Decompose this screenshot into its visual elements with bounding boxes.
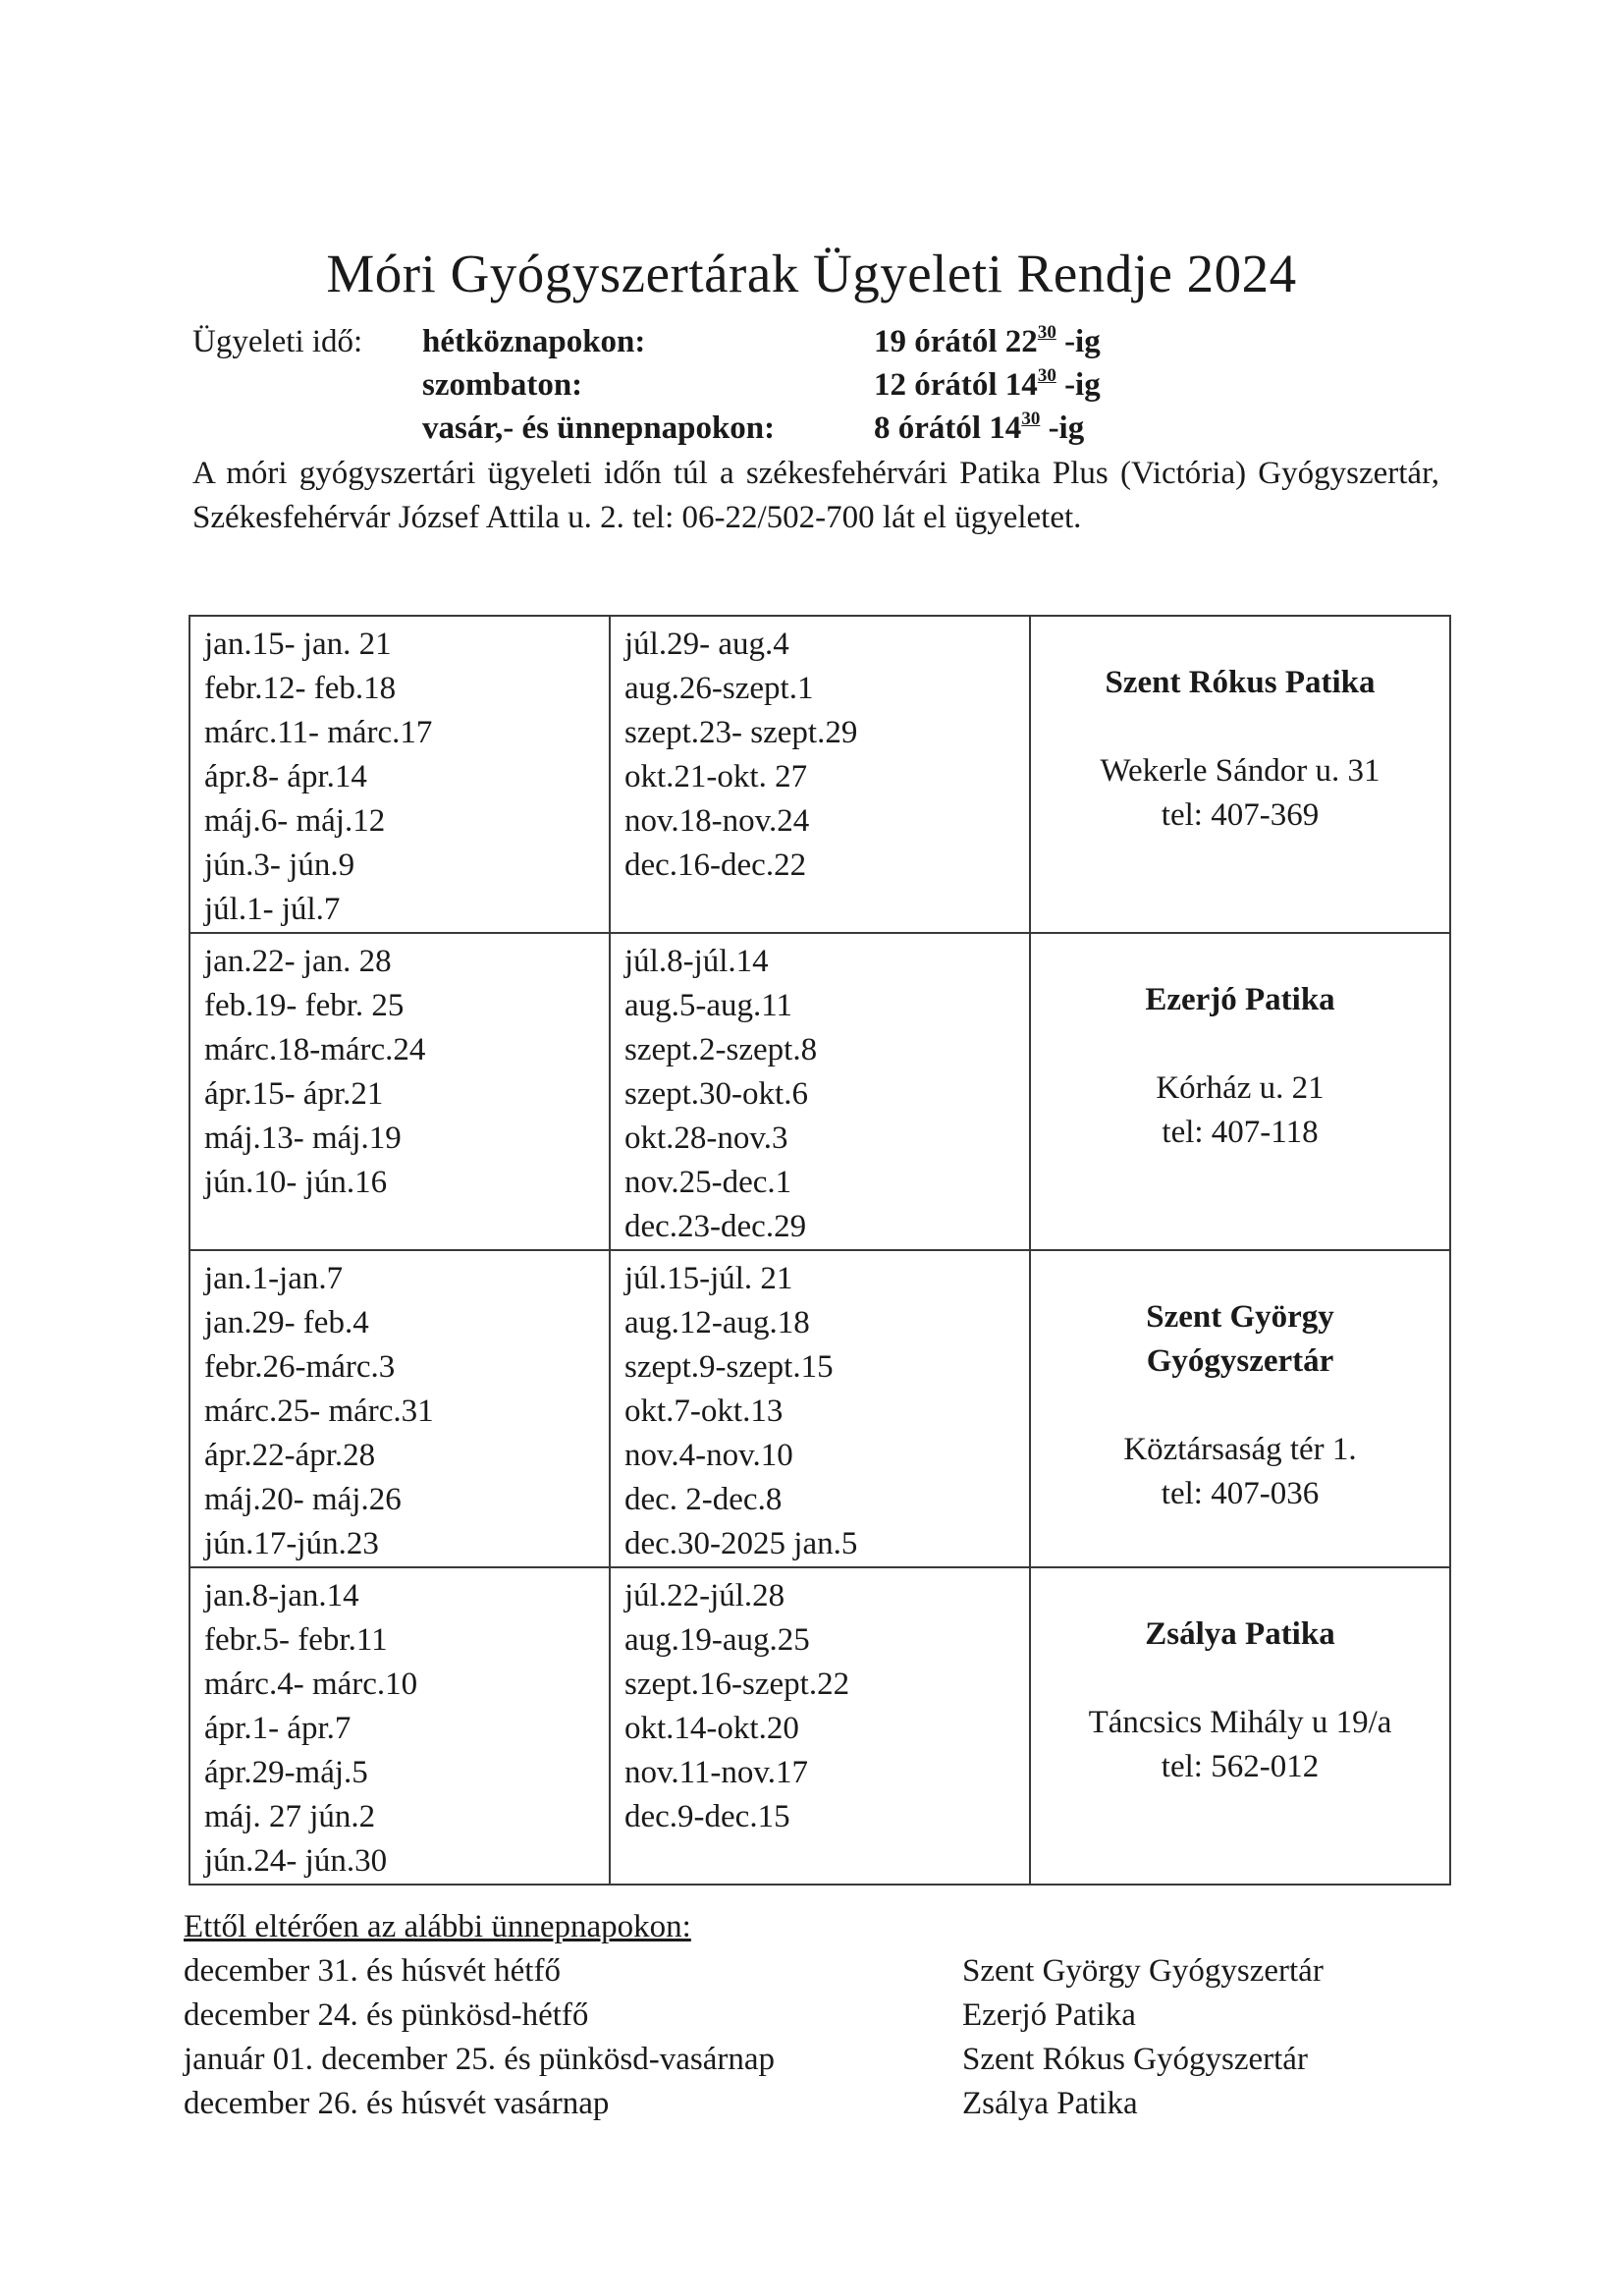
- date-range: nov.11-nov.17: [624, 1755, 808, 1790]
- date-range: júl.29- aug.4: [624, 627, 789, 662]
- holiday-row: [0, 1994, 1623, 2038]
- dates-first-half: [189, 616, 610, 933]
- dates-first-half: [189, 933, 610, 1250]
- duty-hours-label: Ügyeleti idő:: [192, 324, 363, 359]
- holiday-date: december 24. és pünkösd-hétfő: [184, 1997, 589, 2033]
- date-range: júl.1- júl.7: [204, 892, 341, 927]
- date-range: jún.3- jún.9: [204, 847, 355, 883]
- dates-first-half: [189, 1567, 610, 1885]
- date-range: jan.29- feb.4: [204, 1305, 369, 1340]
- date-range: nov.4-nov.10: [624, 1438, 793, 1473]
- pharmacy-info: [1030, 616, 1450, 933]
- pharmacy-name: Gyógyszertár: [1146, 1343, 1334, 1379]
- date-range: jún.24- jún.30: [204, 1843, 388, 1879]
- date-range: dec.16-dec.22: [624, 847, 807, 883]
- schedule-row: [189, 1567, 1450, 1885]
- date-range: dec.30-2025 jan.5: [624, 1526, 858, 1561]
- date-range: márc.18-márc.24: [204, 1032, 426, 1067]
- pharmacy-address: Wekerle Sándor u. 31: [1100, 753, 1380, 789]
- holiday-date: december 31. és húsvét hétfő: [184, 1953, 561, 1989]
- date-range: márc.11- márc.17: [204, 715, 433, 750]
- after-hours-info: A móri gyógyszertári ügyeleti időn túl a székesfehérvári Patika Plus (Victória) Gyógyszertár, Székesfehérvár József Attila u. 2. tel: 06-22/502-700 lát el ügyeletet.: [192, 456, 1439, 535]
- date-range: okt.21-okt. 27: [624, 759, 808, 794]
- pharmacy-info: [1030, 1250, 1450, 1567]
- date-range: dec.9-dec.15: [624, 1799, 790, 1834]
- pharmacy-name: Szent Rókus Patika: [1105, 665, 1376, 700]
- duty-hours-time: 19 órától $22^{30}$ -ig: [874, 322, 1101, 359]
- holiday-heading: Ettől eltérően az alábbi ünnepnapokon:: [184, 1909, 691, 1944]
- date-range: szept.30-okt.6: [624, 1076, 808, 1112]
- date-range: jan.1-jan.7: [204, 1261, 344, 1296]
- holiday-pharmacy: Szent Rókus Gyógyszertár: [962, 2042, 1308, 2077]
- date-range: máj.13- máj.19: [204, 1121, 402, 1156]
- pharmacy-phone: tel: 562-012: [1161, 1749, 1320, 1784]
- date-range: szept.2-szept.8: [624, 1032, 818, 1067]
- document-title: Móri Gyógyszertárak Ügyeleti Rendje 2024: [326, 243, 1297, 303]
- date-range: ápr.29-máj.5: [204, 1755, 368, 1790]
- date-range: nov.25-dec.1: [624, 1165, 792, 1200]
- date-range: máj.6- máj.12: [204, 803, 386, 839]
- date-range: aug.12-aug.18: [624, 1305, 810, 1340]
- date-range: dec. 2-dec.8: [624, 1482, 783, 1517]
- date-range: márc.4- márc.10: [204, 1667, 418, 1702]
- pharmacy-phone: tel: 407-118: [1162, 1115, 1319, 1150]
- date-range: dec.23-dec.29: [624, 1209, 807, 1244]
- date-range: márc.25- márc.31: [204, 1394, 434, 1429]
- date-range: jan.22- jan. 28: [204, 944, 392, 979]
- holiday-pharmacy: Szent György Gyógyszertár: [962, 1953, 1324, 1989]
- duty-hours-day: hétköznapokon:: [422, 324, 646, 359]
- date-range: aug.19-aug.25: [624, 1622, 810, 1658]
- schedule-row: [189, 933, 1450, 1250]
- date-range: aug.5-aug.11: [624, 988, 793, 1023]
- date-range: okt.14-okt.20: [624, 1711, 799, 1746]
- date-range: febr.12- feb.18: [204, 671, 397, 706]
- pharmacy-phone: tel: 407-036: [1161, 1476, 1320, 1511]
- schedule-table: [189, 615, 1451, 1886]
- holiday-row: [0, 1949, 1623, 1994]
- duty-hours-time: 8 órától $14^{30}$ -ig: [874, 409, 1085, 446]
- date-range: jún.10- jún.16: [204, 1165, 388, 1200]
- date-range: aug.26-szept.1: [624, 671, 814, 706]
- date-range: ápr.15- ápr.21: [204, 1076, 384, 1112]
- date-range: febr.5- febr.11: [204, 1622, 388, 1658]
- holiday-row: [0, 2038, 1623, 2082]
- date-range: febr.26-márc.3: [204, 1349, 396, 1385]
- date-range: jan.8-jan.14: [204, 1578, 359, 1613]
- dates-second-half: [610, 933, 1030, 1250]
- pharmacy-name: Ezerjó Patika: [1145, 982, 1335, 1017]
- duty-hours-day: vasár,- és ünnepnapokon:: [422, 410, 776, 446]
- holiday-date: december 26. és húsvét vasárnap: [184, 2086, 610, 2121]
- schedule-row: [189, 1250, 1450, 1567]
- duty-hours-time: 12 órától $14^{30}$ -ig: [874, 365, 1101, 403]
- holiday-pharmacy: Ezerjó Patika: [962, 1997, 1136, 2033]
- date-range: ápr.8- ápr.14: [204, 759, 367, 794]
- dates-second-half: [610, 1567, 1030, 1885]
- date-range: okt.28-nov.3: [624, 1121, 788, 1156]
- holiday-date: január 01. december 25. és pünkösd-vasárnap: [184, 2042, 776, 2077]
- duty-hours-day: szombaton:: [422, 367, 583, 403]
- pharmacy-address: Táncsics Mihály u 19/a: [1088, 1705, 1392, 1740]
- date-range: júl.22-júl.28: [624, 1578, 785, 1613]
- pharmacy-name: Szent György: [1146, 1299, 1334, 1335]
- date-range: ápr.1- ápr.7: [204, 1711, 352, 1746]
- pharmacy-address: Köztársaság tér 1.: [1123, 1432, 1357, 1467]
- date-range: jan.15- jan. 21: [204, 627, 392, 662]
- date-range: júl.15-júl. 21: [624, 1261, 793, 1296]
- date-range: szept.9-szept.15: [624, 1349, 834, 1385]
- date-range: júl.8-júl.14: [624, 944, 769, 979]
- date-range: szept.16-szept.22: [624, 1667, 850, 1702]
- date-range: jún.17-jún.23: [204, 1526, 379, 1561]
- schedule-row: [189, 616, 1450, 933]
- date-range: máj. 27 jún.2: [204, 1799, 376, 1834]
- holiday-pharmacy: Zsálya Patika: [962, 2086, 1138, 2121]
- pharmacy-info: [1030, 1567, 1450, 1885]
- date-range: máj.20- máj.26: [204, 1482, 402, 1517]
- pharmacy-name: Zsálya Patika: [1145, 1616, 1335, 1652]
- dates-second-half: [610, 616, 1030, 933]
- date-range: feb.19- febr. 25: [204, 988, 405, 1023]
- date-range: szept.23- szept.29: [624, 715, 858, 750]
- date-range: okt.7-okt.13: [624, 1394, 784, 1429]
- date-range: nov.18-nov.24: [624, 803, 810, 839]
- holiday-row: [0, 2082, 1623, 2126]
- date-range: ápr.22-ápr.28: [204, 1438, 376, 1473]
- dates-second-half: [610, 1250, 1030, 1567]
- pharmacy-address: Kórház u. 21: [1156, 1070, 1325, 1106]
- pharmacy-phone: tel: 407-369: [1161, 797, 1320, 833]
- pharmacy-info: [1030, 933, 1450, 1250]
- dates-first-half: [189, 1250, 610, 1567]
